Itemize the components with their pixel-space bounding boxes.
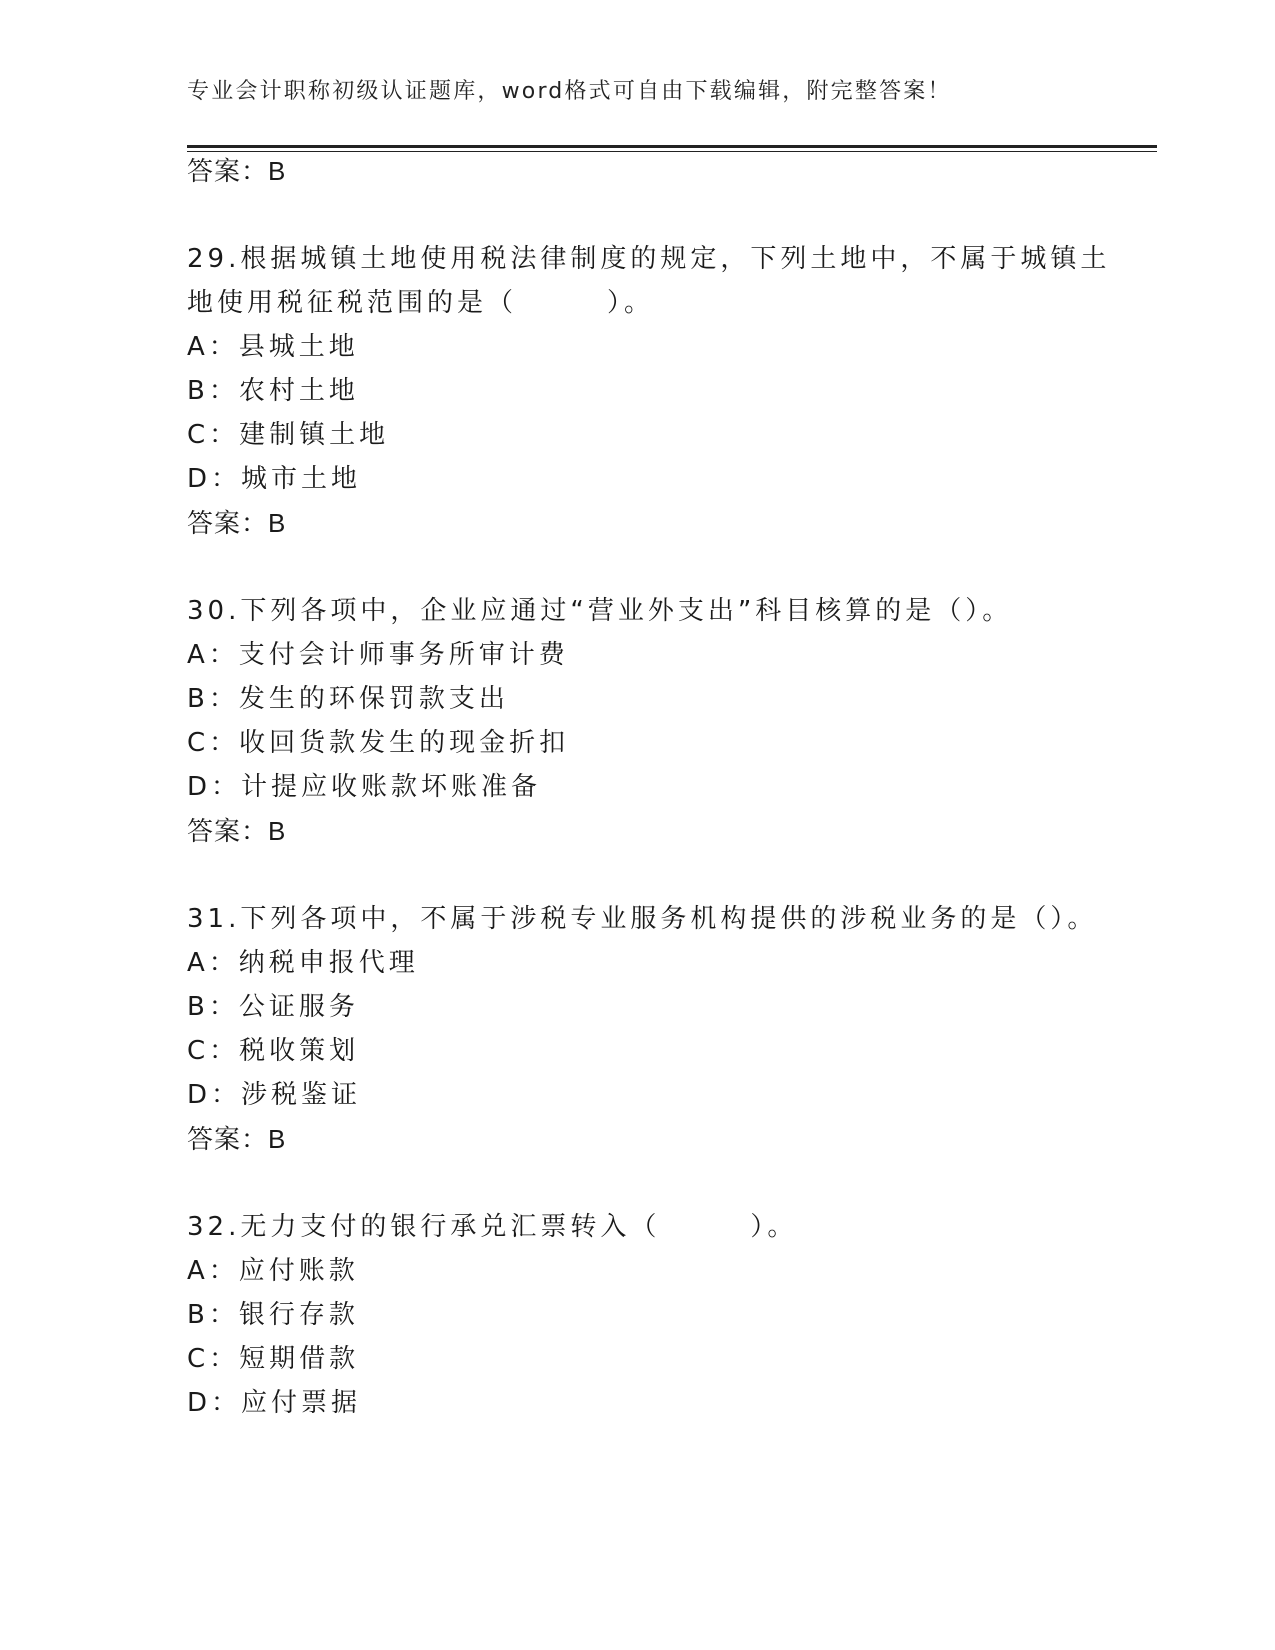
question-31-answer: 答案：B (187, 1124, 287, 1154)
question-31-option-c: C：税收策划 (187, 1036, 360, 1066)
question-30-option-d: D：计提应收账款坏账准备 (187, 772, 542, 802)
question-32-option-d: D：应付票据 (187, 1388, 362, 1418)
question-30-stem-line1: 30.下列各项中，企业应通过“营业外支出”科目核算的是（）。 (187, 596, 1013, 626)
question-29-option-d: D：城市土地 (187, 464, 362, 494)
question-31-stem-line1: 31.下列各项中，不属于涉税专业服务机构提供的涉税业务的是（）。 (187, 904, 1098, 934)
question-32-option-c: C：短期借款 (187, 1344, 360, 1374)
question-29-option-a: A：县城土地 (187, 332, 359, 362)
question-29-option-b: B：农村土地 (187, 376, 359, 406)
question-31-option-a: A：纳税申报代理 (187, 948, 419, 978)
question-31-option-d: D：涉税鉴证 (187, 1080, 362, 1110)
question-30-answer: 答案：B (187, 816, 287, 846)
question-29-stem-line1: 29.根据城镇土地使用税法律制度的规定，下列土地中，不属于城镇土 (187, 244, 1111, 274)
question-30-option-b: B：发生的环保罚款支出 (187, 684, 509, 714)
header-rule-thin (187, 151, 1157, 152)
question-32-option-a: A：应付账款 (187, 1256, 359, 1286)
question-29-answer: 答案：B (187, 508, 287, 538)
question-29-option-c: C：建制镇土地 (187, 420, 390, 450)
question-30-option-c: C：收回货款发生的现金折扣 (187, 728, 570, 758)
question-30-option-a: A：支付会计师事务所审计费 (187, 640, 569, 670)
question-32-stem-line1: 32.无力支付的银行承兑汇票转入（ ）。 (187, 1212, 798, 1242)
header-rule-thick (187, 145, 1157, 148)
page-header: 专业会计职称初级认证题库，word格式可自由下载编辑，附完整答案！ (187, 79, 952, 104)
question-32-option-b: B：银行存款 (187, 1300, 359, 1330)
previous-answer: 答案：B (187, 156, 287, 186)
question-31-option-b: B：公证服务 (187, 992, 359, 1022)
question-29-stem-line2: 地使用税征税范围的是（ ）。 (187, 288, 655, 318)
